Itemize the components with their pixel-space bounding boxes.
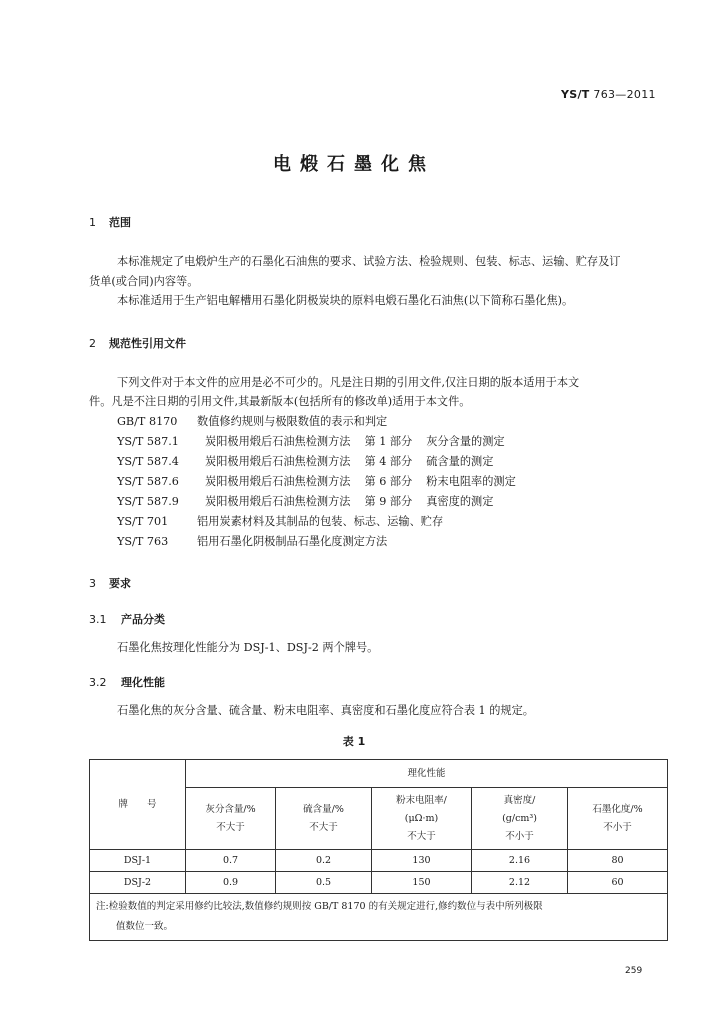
- reference-item: YS/T 763 铝用石墨化阴极制品石墨化度测定方法: [117, 535, 388, 548]
- section-3-number: 3: [89, 577, 96, 590]
- table-note-row: [90, 894, 668, 941]
- section-1-heading: [89, 214, 131, 230]
- value-cell: 130: [372, 850, 472, 872]
- column-header-resistivity: 粉末电阻率/ (μΩ·m) 不大于: [372, 788, 472, 850]
- standard-code-prefix: YS/T: [561, 88, 590, 101]
- table-row: [90, 850, 668, 872]
- section-1-para1-line1: 本标准规定了电煅炉生产的石墨化石油焦的要求、试验方法、检验规则、包装、标志、运输、贮存及订: [117, 255, 621, 268]
- section-2-number: 2: [89, 337, 96, 350]
- reference-item: YS/T 587.4 炭阳极用煅后石油焦检测方法 第 4 部分 硫含量的测定: [117, 455, 494, 468]
- reference-item: YS/T 701 铝用炭素材料及其制品的包装、标志、运输、贮存: [117, 515, 444, 528]
- value-cell: 0.5: [276, 872, 372, 894]
- section-3-2-heading: 3.2 理化性能: [89, 676, 165, 689]
- section-2-para-line1: 下列文件对于本文件的应用是必不可少的。凡是注日期的引用文件,仅注日期的版本适用于本文: [117, 376, 580, 389]
- value-cell: 80: [568, 850, 668, 872]
- section-3-title: 要求: [109, 577, 131, 590]
- reference-item: YS/T 587.1 炭阳极用煅后石油焦检测方法 第 1 部分 灰分含量的测定: [117, 435, 505, 448]
- section-1-para2: 本标准适用于生产铝电解槽用石墨化阴极炭块的原料电煅石墨化石油焦(以下简称石墨化焦)。: [117, 294, 574, 307]
- value-cell: 2.16: [472, 850, 568, 872]
- table-note-line2: 值数位一致。: [116, 921, 174, 932]
- value-cell: 0.9: [186, 872, 276, 894]
- section-2-title: 规范性引用文件: [109, 337, 186, 350]
- grade-cell: DSJ-2: [90, 872, 186, 894]
- section-3-1-text: 石墨化焦按理化性能分为 DSJ-1、DSJ-2 两个牌号。: [117, 641, 379, 654]
- column-header-sulfur: 硫含量/% 不大于: [276, 788, 372, 850]
- reference-item: GB/T 8170 数值修约规则与极限数值的表示和判定: [117, 415, 388, 428]
- value-cell: 150: [372, 872, 472, 894]
- table-header-row: [90, 760, 668, 788]
- column-header-density: 真密度/ (g/cm³) 不小于: [472, 788, 568, 850]
- section-2-heading: [89, 335, 186, 351]
- standard-code: [561, 88, 656, 101]
- table-note-line1: 注:检验数值的判定采用修约比较法,数值修约规则按 GB/T 8170 的有关规定进行,修约数位与表中所列极限: [96, 901, 543, 912]
- section-1-number: 1: [89, 216, 96, 229]
- document-title: 电煅石墨化焦: [273, 154, 435, 175]
- page-number: 259: [625, 966, 643, 976]
- value-cell: 0.7: [186, 850, 276, 872]
- section-1-title: 范围: [109, 216, 131, 229]
- value-cell: 2.12: [472, 872, 568, 894]
- properties-table: [89, 759, 668, 941]
- grade-header-cell: 牌 号: [90, 760, 186, 850]
- grade-cell: DSJ-1: [90, 850, 186, 872]
- column-header-graphitization: 石墨化度/% 不小于: [568, 788, 668, 850]
- section-3-heading: [89, 575, 131, 591]
- column-header-ash: 灰分含量/% 不大于: [186, 788, 276, 850]
- reference-item: YS/T 587.6 炭阳极用煅后石油焦检测方法 第 6 部分 粉末电阻率的测定: [117, 475, 516, 488]
- section-3-1-heading: 3.1 产品分类: [89, 613, 165, 626]
- table-caption: 表 1: [342, 735, 366, 748]
- section-2-para-line2: 件。凡是不注日期的引用文件,其最新版本(包括所有的修改单)适用于本文件。: [89, 395, 471, 408]
- standard-code-suffix: 763—2011: [593, 88, 656, 101]
- section-1-para1-line2: 货单(或合同)内容等。: [89, 275, 199, 288]
- table-row: [90, 872, 668, 894]
- value-cell: 0.2: [276, 850, 372, 872]
- reference-item: YS/T 587.9 炭阳极用煅后石油焦检测方法 第 9 部分 真密度的测定: [117, 495, 494, 508]
- value-cell: 60: [568, 872, 668, 894]
- group-header-cell: 理化性能: [186, 760, 668, 788]
- table-note: [90, 894, 668, 941]
- section-3-2-text: 石墨化焦的灰分含量、硫含量、粉末电阻率、真密度和石墨化度应符合表 1 的规定。: [117, 704, 534, 717]
